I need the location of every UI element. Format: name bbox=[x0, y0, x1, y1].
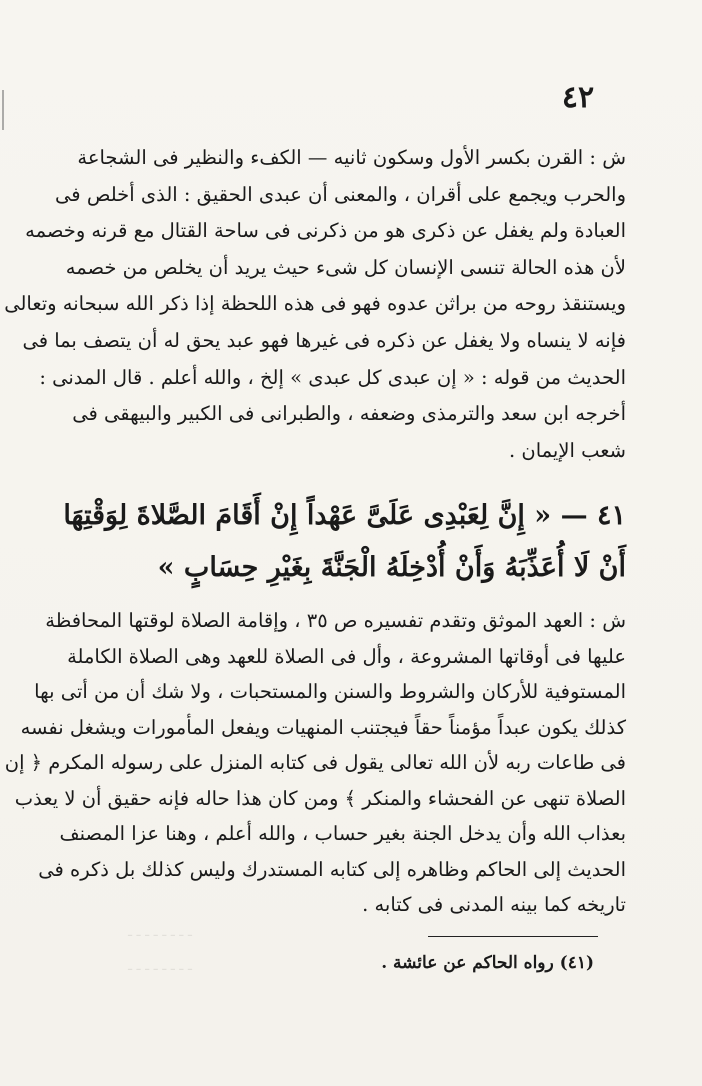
commentary-1-line-4: لأن هذه الحالة تنسى الإنسان كل شىء حيث يريد أن يخلص من خصمه bbox=[65, 255, 626, 279]
commentary-paragraph-1 bbox=[4, 140, 626, 469]
commentary-2-line-8: الحديث إلى الحاكم وظاهره إلى كتابه المستدرك وليس كذلك بل ذكره فى bbox=[38, 857, 626, 881]
commentary-1-line-6: فإنه لا ينساه ولا يغفل عن ذكره فى غيرها فهو عبد يحق له أن يتصف بما فى bbox=[22, 328, 626, 352]
page-edge-mark bbox=[2, 90, 4, 130]
commentary-1-line-7: الحديث من قوله : « إن عبدى كل عبدى » إلخ ، والله أعلم . قال المدنى : bbox=[39, 365, 626, 389]
commentary-2-line-3: المستوفية للأركان والشروط والسنن والمستحبات ، ولا شك أن من أتى بها bbox=[34, 680, 626, 703]
footnote: (٤١) رواه الحاكم عن عائشة . bbox=[381, 953, 594, 973]
commentary-2-line-2: عليها فى أوقاتها المشروعة ، وأل فى الصلاة للعهد وهى الصلاة الكاملة bbox=[67, 644, 626, 668]
commentary-2-line-5: فى طاعات ربه لأن الله تعالى يقول فى كتابه المنزل على رسوله المكرم ﴿ إن bbox=[4, 751, 626, 774]
hadith-text bbox=[63, 490, 626, 594]
commentary-2-line-7: بعذاب الله وأن يدخل الجنة بغير حساب ، والله أعلم ، وهنا عزا المصنف bbox=[59, 822, 626, 845]
hadith-line-1: ٤١ — « إِنَّ لِعَبْدِى عَلَىَّ عَهْداً إِنْ أَقَامَ الصَّلاةَ لِوَقْتِهَا bbox=[63, 500, 626, 531]
commentary-1-line-1: ش : القرن بكسر الأول وسكون ثانيه — الكفء والنظير فى الشجاعة bbox=[77, 146, 626, 169]
commentary-1-line-8: أخرجه ابن سعد والترمذى وضعفه ، والطبرانى فى الكبير والبيهقى فى bbox=[72, 402, 626, 426]
bleed-through-mark: ـ ـ ـ ـ ـ ـ ـ ـ bbox=[128, 958, 192, 974]
commentary-2-line-4: كذلك يكون عبداً مؤمناً حقاً فيجتنب المنهيات ويفعل المأمورات ويشغل نفسه bbox=[20, 715, 626, 739]
commentary-1-line-3: العبادة ولم يغفل عن ذكرى هو من ذكرنى فى ساحة القتال مع قرنه وخصمه bbox=[25, 219, 626, 243]
hadith-line-2: أَنْ لَا أُعَذِّبَهُ وَأَنْ أُدْخِلَهُ الْجَنَّةَ بِغَيْرِ حِسَابٍ » bbox=[157, 552, 626, 583]
commentary-1-line-2: والحرب ويجمع على أقران ، والمعنى أن عبدى الحقيق : الذى أخلص فى bbox=[55, 182, 626, 206]
commentary-2-line-6: الصلاة تنهى عن الفحشاء والمنكر ﴾ ومن كان هذا حاله فإنه حقيق أن لا يعذب bbox=[14, 786, 626, 810]
commentary-2-line-1: ش : العهد الموثق وتقدم تفسيره ص ٣٥ ، وإقامة الصلاة لوقتها المحافظة bbox=[45, 609, 626, 632]
commentary-2-line-9: تاريخه كما بينه المدنى فى كتابه . bbox=[362, 893, 626, 916]
bleed-through-mark: ـ ـ ـ ـ ـ ـ ـ ـ bbox=[128, 924, 192, 940]
footnote-separator bbox=[428, 936, 598, 937]
commentary-paragraph-2 bbox=[4, 603, 626, 923]
commentary-1-line-5: ويستنقذ روحه من براثن عدوه فهو فى هذه اللحظة إذا ذكر الله سبحانه وتعالى bbox=[4, 292, 626, 316]
page-number: ٤٢ bbox=[561, 80, 595, 115]
commentary-1-line-9: شعب الإيمان . bbox=[509, 438, 626, 462]
